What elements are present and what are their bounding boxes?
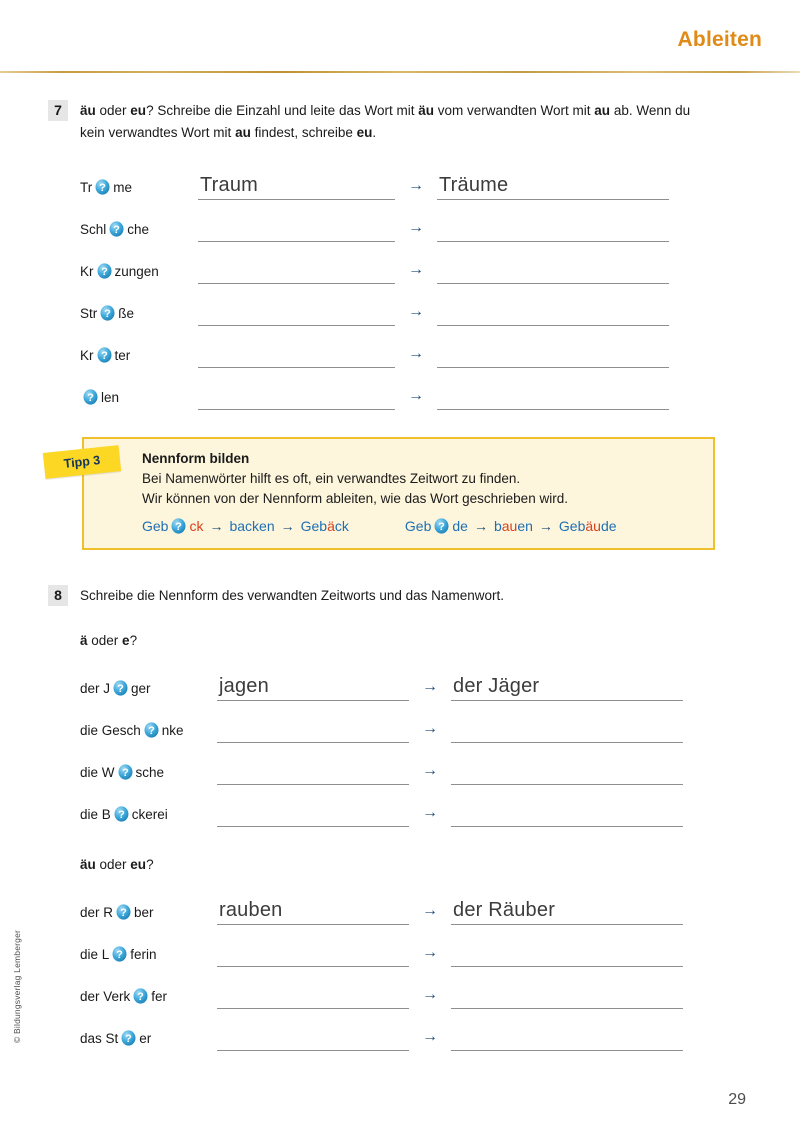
word-prefix: die Gesch [80, 722, 141, 738]
arrow-icon: → [422, 804, 438, 821]
group1-label-end: ? [129, 633, 138, 648]
word-prefix: Tr [80, 179, 93, 195]
word-suffix: che [127, 221, 150, 237]
answer-blank-noun[interactable] [451, 979, 683, 1009]
word-prompt [80, 946, 217, 967]
table-row [80, 1009, 800, 1051]
word-prompt [80, 988, 217, 1009]
word-prefix: die B [80, 806, 111, 822]
word-suffix: ße [118, 305, 135, 321]
svg-text:?: ? [116, 948, 124, 961]
svg-text:?: ? [137, 990, 145, 1003]
page-number: 29 [728, 1091, 746, 1108]
exercise-7-instruction [80, 100, 705, 144]
arrow-icon: → [538, 518, 553, 534]
answer-blank-plural[interactable] [437, 338, 669, 368]
example1-word1-blue: Geb [142, 518, 169, 534]
answer-blank-verb[interactable] [217, 979, 409, 1009]
question-mark-icon [95, 179, 110, 195]
answer-text: der Jäger [453, 675, 540, 697]
answer-blank-verb[interactable] [217, 713, 409, 743]
answer-blank-noun[interactable] [451, 713, 683, 743]
answer-blank-singular[interactable] [198, 380, 395, 410]
table-row [80, 785, 800, 827]
answer-blank-plural[interactable] [437, 212, 669, 242]
answer-blank-verb[interactable] [217, 1021, 409, 1051]
word-prompt [80, 389, 198, 410]
group2-label-bold-2: eu [130, 857, 147, 872]
tip-example-2 [405, 518, 617, 534]
example2-word3-a: Geb [558, 518, 586, 534]
answer-blank-singular[interactable] [198, 170, 395, 200]
instruction-text-3: vom verwandten Wort mit [433, 103, 595, 118]
word-suffix: zungen [114, 263, 159, 279]
word-prompt [80, 722, 217, 743]
svg-text:?: ? [113, 223, 121, 236]
answer-blank-singular[interactable] [198, 254, 395, 284]
example1-word1-red: ck [189, 518, 204, 534]
answer-text: Traum [200, 174, 259, 196]
group1-label-mid: oder [87, 633, 123, 648]
question-mark-icon [112, 946, 127, 962]
table-row [80, 925, 800, 967]
question-mark-icon [113, 680, 128, 696]
table-row [80, 158, 800, 200]
word-prefix: Kr [80, 263, 94, 279]
question-mark-icon [83, 389, 98, 405]
arrow-icon: → [408, 219, 424, 236]
question-mark-icon [144, 722, 159, 738]
page-header [0, 28, 800, 74]
answer-blank-verb[interactable] [217, 671, 409, 701]
instruction-text-6: . [372, 125, 377, 140]
header-title: Ableiten [677, 28, 762, 51]
answer-blank-noun[interactable] [451, 755, 683, 785]
table-row [80, 200, 800, 242]
arrow-icon: → [422, 762, 438, 779]
instruction-text-4: ab. Wenn du kein verwandtes Wort mit [80, 103, 691, 140]
answer-blank-noun[interactable] [451, 797, 683, 827]
example1-word3-b: ck [334, 518, 349, 534]
answer-blank-verb[interactable] [217, 755, 409, 785]
svg-text:?: ? [121, 766, 129, 779]
example2-word3-b: de [600, 518, 617, 534]
question-mark-icon [121, 1030, 136, 1046]
answer-blank-noun[interactable] [451, 1021, 683, 1051]
question-mark-icon [118, 764, 133, 780]
table-row [80, 743, 800, 785]
word-suffix: ter [114, 347, 131, 363]
arrow-icon: → [209, 518, 224, 534]
word-prompt [80, 305, 198, 326]
answer-blank-plural[interactable] [437, 380, 669, 410]
question-mark-icon [109, 221, 124, 237]
svg-text:?: ? [104, 307, 112, 320]
instruction-bold-au-1: au [594, 103, 611, 118]
table-row [80, 326, 800, 368]
group2-label-mid: oder [95, 857, 131, 872]
word-suffix: len [101, 389, 120, 405]
exercise-7-rows [0, 158, 800, 410]
question-mark-icon [100, 305, 115, 321]
tip-examples [142, 518, 697, 534]
answer-blank-plural[interactable] [437, 170, 669, 200]
answer-blank-verb[interactable] [217, 797, 409, 827]
answer-text: rauben [219, 899, 283, 921]
question-mark-icon [434, 518, 449, 534]
word-suffix: sche [135, 764, 165, 780]
table-row [80, 883, 800, 925]
word-prefix: der Verk [80, 988, 131, 1004]
instruction-bold-eu-1: eu [130, 103, 147, 118]
svg-text:?: ? [100, 349, 108, 362]
example2-word1-blue: Geb [404, 518, 432, 534]
answer-blank-singular[interactable] [198, 338, 395, 368]
word-prompt [80, 904, 217, 925]
svg-text:?: ? [117, 682, 124, 695]
exercise-8-number: 8 [48, 585, 68, 606]
instruction-bold-au-2: au [235, 125, 251, 140]
word-prompt [80, 680, 217, 701]
example2-word2-a: b [493, 518, 502, 534]
arrow-icon: → [408, 345, 424, 362]
svg-text:?: ? [120, 906, 127, 919]
arrow-icon: → [408, 303, 424, 320]
arrow-icon: → [280, 518, 295, 534]
word-prefix: die W [80, 764, 115, 780]
instruction-text-5: findest, schreibe [250, 125, 357, 140]
word-prefix: Str [80, 305, 98, 321]
arrow-icon: → [422, 986, 438, 1003]
arrow-icon: → [408, 177, 424, 194]
group1-label-bold-1: ä [80, 633, 88, 648]
exercise-8 [0, 585, 800, 1051]
word-prompt [80, 221, 198, 242]
answer-blank-singular[interactable] [198, 212, 395, 242]
answer-blank-plural[interactable] [437, 254, 669, 284]
word-prefix: der J [80, 680, 111, 696]
word-prompt [80, 1030, 217, 1051]
word-suffix: er [139, 1030, 152, 1046]
word-prompt [80, 764, 217, 785]
question-mark-icon [116, 904, 131, 920]
example2-word2-b: en [517, 518, 533, 534]
arrow-icon: → [408, 387, 424, 404]
question-mark-icon [171, 518, 186, 534]
instruction-bold-aeu-1: äu [80, 103, 96, 118]
svg-text:?: ? [438, 520, 446, 533]
example2-word2-red: au [501, 518, 518, 534]
word-suffix: nke [161, 722, 184, 738]
exercise-8-instruction: Schreibe die Nennform des verwandten Zeitworts und das Namenwort. [80, 588, 504, 603]
exercise-8-group2-label [0, 857, 800, 872]
table-row [80, 701, 800, 743]
svg-text:?: ? [117, 808, 125, 821]
instruction-text-1: oder [95, 103, 131, 118]
table-row [80, 967, 800, 1009]
answer-blank-verb[interactable] [217, 895, 409, 925]
arrow-icon: → [408, 261, 424, 278]
exercise-8-group1-rows [0, 659, 800, 827]
svg-text:?: ? [147, 724, 155, 737]
tip-badge-label: Tipp 3 [63, 453, 101, 471]
answer-text: Träume [439, 174, 509, 196]
word-prefix: der R [80, 904, 114, 920]
word-prefix: die L [80, 946, 110, 962]
arrow-icon: → [422, 720, 438, 737]
tip-example-1 [142, 518, 349, 534]
arrow-icon: → [473, 518, 488, 534]
example1-word3-red: ä [327, 518, 335, 534]
exercise-8-group1-label [0, 633, 800, 648]
answer-text: jagen [219, 675, 269, 697]
answer-blank-noun[interactable] [451, 895, 683, 925]
header-divider [0, 71, 800, 73]
answer-text: der Räuber [453, 899, 556, 921]
group1-label-bold-2: e [122, 633, 130, 648]
arrow-icon: → [422, 902, 438, 919]
table-row [80, 368, 800, 410]
exercise-7 [0, 100, 800, 410]
word-suffix: ckerei [131, 806, 168, 822]
exercise-8-head [0, 585, 800, 607]
tip-title: Nennform bilden [142, 451, 250, 466]
example1-word2: backen [229, 518, 275, 534]
arrow-icon: → [422, 1028, 438, 1045]
word-suffix: fer [151, 988, 168, 1004]
exercise-7-number: 7 [48, 100, 68, 121]
answer-blank-plural[interactable] [437, 296, 669, 326]
word-prompt [80, 347, 198, 368]
example2-word1-suffix: de [452, 518, 468, 534]
word-prefix: Schl [80, 221, 107, 237]
tip-line-1: Bei Namenwörter hilft es oft, ein verwandtes Zeitwort zu finden. [142, 471, 521, 486]
exercise-7-head [0, 100, 800, 144]
word-prompt [80, 806, 217, 827]
answer-blank-noun[interactable] [451, 937, 683, 967]
word-prefix: Kr [80, 347, 94, 363]
tip-line-2: Wir können von der Nennform ableiten, wie das Wort geschrieben wird. [142, 491, 568, 506]
example2-word3-red: äu [585, 518, 601, 534]
word-prompt [80, 263, 198, 284]
svg-text:?: ? [175, 520, 183, 533]
example1-word3-a: Geb [300, 518, 328, 534]
exercise-8-group2-rows [0, 883, 800, 1051]
word-suffix: me [113, 179, 133, 195]
svg-text:?: ? [99, 181, 107, 194]
instruction-text-2: ? Schreibe die Einzahl und leite das Wort mit [146, 103, 419, 118]
arrow-icon: → [422, 944, 438, 961]
answer-blank-singular[interactable] [198, 296, 395, 326]
word-suffix: ger [131, 680, 151, 696]
table-row [80, 284, 800, 326]
question-mark-icon [97, 347, 112, 363]
table-row [80, 242, 800, 284]
word-prefix: das St [80, 1030, 119, 1046]
question-mark-icon [133, 988, 148, 1004]
word-suffix: ber [134, 904, 154, 920]
table-row [80, 659, 800, 701]
instruction-bold-eu-2: eu [356, 125, 373, 140]
question-mark-icon [114, 806, 129, 822]
svg-text:?: ? [125, 1032, 133, 1045]
tip-box [82, 437, 715, 550]
svg-text:?: ? [100, 265, 108, 278]
answer-blank-verb[interactable] [217, 937, 409, 967]
word-prompt [80, 179, 198, 200]
word-suffix: ferin [130, 946, 157, 962]
group2-label-bold-1: äu [80, 857, 96, 872]
answer-blank-noun[interactable] [451, 671, 683, 701]
question-mark-icon [97, 263, 112, 279]
svg-text:?: ? [87, 391, 94, 404]
copyright-notice: © Bildungsverlag Lemberger [12, 929, 22, 1043]
arrow-icon: → [422, 678, 438, 695]
instruction-bold-aeu-2: äu [418, 103, 434, 118]
group2-label-end: ? [146, 857, 154, 872]
